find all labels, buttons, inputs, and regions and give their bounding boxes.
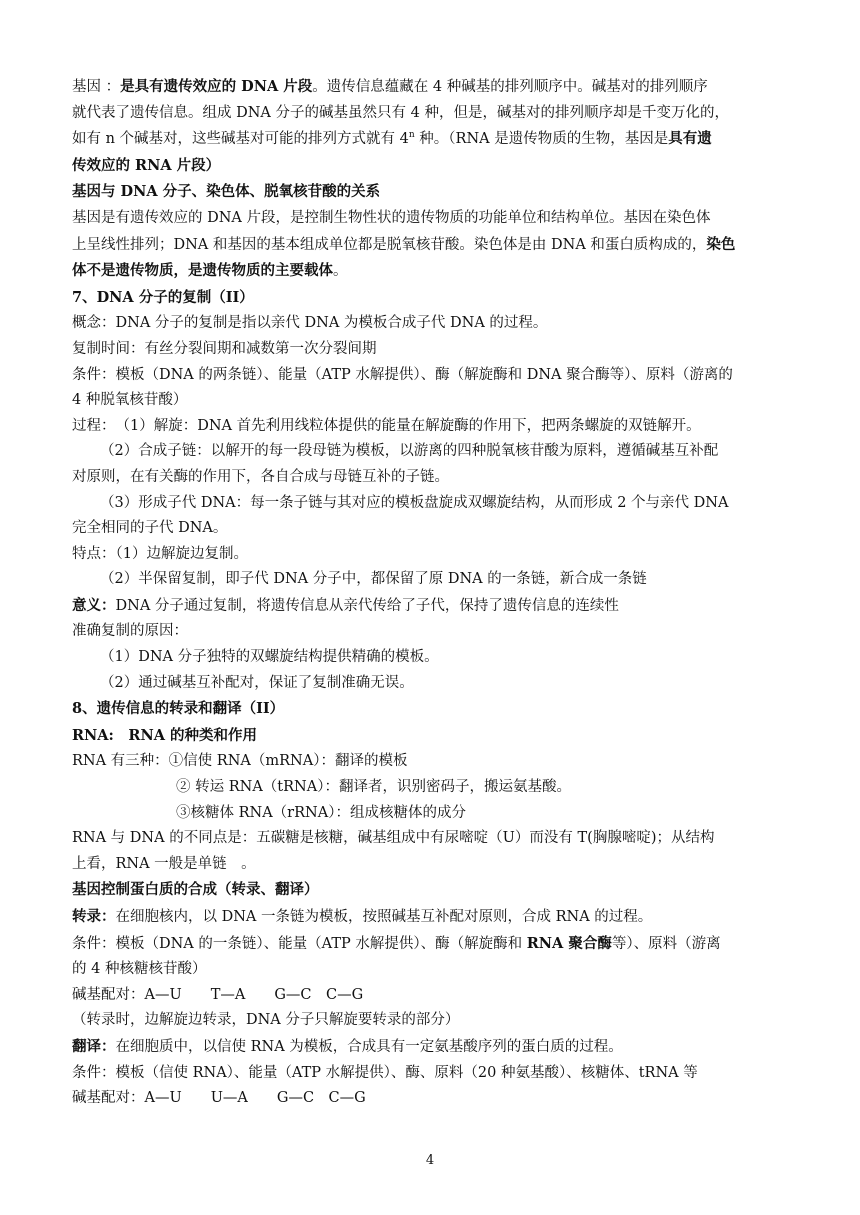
text-line — [72, 723, 792, 750]
text-line — [72, 567, 792, 593]
text-segment: 意义： — [72, 596, 116, 614]
text-line — [72, 74, 792, 101]
text-segment: 碱基配对：A—U U—A G—C C—G — [72, 1090, 366, 1107]
text-line — [72, 931, 792, 958]
text-segment: 条件：模板（DNA 的两条链）、能量（ATP 水解提供）、酶（解旋酶和 DNA 聚合酶等）、原料（游离的 — [72, 366, 733, 383]
text-line — [72, 414, 792, 440]
text-line — [72, 904, 792, 931]
text-line — [72, 1034, 792, 1061]
text-line — [72, 852, 792, 878]
text-segment: 8、遗传信息的转录和翻译（II） — [72, 700, 285, 718]
text-line — [72, 516, 792, 542]
text-line — [72, 285, 792, 312]
text-segment: 概念：DNA 分子的复制是指以亲代 DNA 为模板合成子代 DNA 的过程。 — [72, 315, 548, 332]
text-line — [72, 877, 792, 904]
text-line — [72, 439, 792, 465]
text-segment: 。 — [333, 263, 348, 280]
text-segment: 复制时间：有丝分裂间期和减数第一次分裂间期 — [72, 340, 377, 357]
text-line — [72, 126, 792, 153]
text-segment: 对原则，在有关酶的作用下，各自合成与母链互补的子链。 — [72, 468, 449, 485]
text-segment: （2）半保留复制，即子代 DNA 分子中，都保留了原 DNA 的一条链，新合成一条链 — [100, 571, 647, 588]
text-segment: 条件：模板（信使 RNA）、能量（ATP 水解提供）、酶、原料（20 种氨基酸）、核糖体、tRNA 等 — [72, 1064, 698, 1081]
text-segment: DNA 分子通过复制，将遗传信息从亲代传给了子代，保持了遗传信息的连续性 — [115, 597, 619, 614]
document-body — [72, 74, 792, 1112]
text-segment: 等）、原料（游离 — [611, 935, 721, 952]
text-line — [72, 619, 792, 645]
text-segment: 转录： — [72, 908, 116, 925]
text-segment: （2）通过碱基互补配对，保证了复制准确无误。 — [100, 674, 414, 691]
text-segment: 条件：模板（DNA 的一条链）、能量（ATP 水解提供）、酶（解旋酶和 — [72, 935, 527, 952]
text-segment: 在细胞质中，以信使 RNA 为模板，合成具有一定氨基酸序列的蛋白质的过程。 — [115, 1038, 623, 1055]
text-segment: 翻译： — [72, 1037, 116, 1055]
text-segment: 基因与 DNA 分子、染色体、脱氧核苷酸的关系 — [72, 183, 381, 201]
text-segment: 过程： （1）解旋：DNA 首先利用线粒体提供的能量在解旋酶的作用下，把两条螺旋的双链解开。 — [72, 417, 701, 434]
text-segment: 基因控制蛋白质的合成（转录、翻译） — [72, 881, 319, 899]
superscript: n — [408, 130, 415, 141]
text-segment: （3）形成子代 DNA：每一条子链与其对应的模板盘旋成双螺旋结构，从而形成 2 个与亲代 DNA — [100, 494, 729, 511]
text-segment: 完全相同的子代 DNA。 — [72, 520, 228, 537]
text-segment: 如有 n 个碱基对，这些碱基对可能的排列方式就有 4 — [72, 131, 409, 148]
text-line — [72, 258, 792, 285]
text-line — [72, 1086, 792, 1112]
text-segment: 就代表了遗传信息。组成 DNA 分子的碱基虽然只有 4 种，但是，碱基对的排列顺序却是千变万化的， — [72, 104, 729, 121]
text-segment: 基因是有遗传效应的 DNA 片段，是控制生物性状的遗传物质的功能单位和结构单位。基因在染色体 — [72, 209, 711, 226]
text-segment: 上看，RNA 一般是单链 。 — [72, 855, 256, 872]
text-line — [72, 206, 792, 232]
text-segment: 碱基配对：A—U T—A G—C C—G — [72, 986, 364, 1003]
text-segment: （1）DNA 分子独特的双螺旋结构提供精确的模板。 — [100, 649, 439, 666]
text-line — [72, 1061, 792, 1087]
text-segment: （2）合成子链：以解开的每一段母链为模板，以游离的四种脱氧核苷酸为原料，遵循碱基互补配 — [100, 443, 719, 460]
text-segment: 4 种脱氧核苷酸） — [72, 392, 188, 409]
page-number: 4 — [425, 1153, 435, 1168]
text-line — [72, 465, 792, 491]
text-line — [72, 749, 792, 775]
text-line — [72, 153, 792, 180]
text-line — [72, 826, 792, 852]
text-segment: 是具有遗传效应的 DNA 片段 — [120, 78, 313, 95]
text-line — [72, 593, 792, 620]
text-line — [72, 1008, 792, 1034]
text-segment: 种。（RNA 是遗传物质的生物，基因是 — [414, 131, 669, 148]
text-segment: 。遗传信息蕴藏在 4 种碱基的排列顺序中。碱基对的排列顺序 — [312, 79, 708, 95]
text-segment: ③核糖体 RNA（rRNA）：组成核糖体的成分 — [176, 804, 466, 821]
text-line — [72, 337, 792, 363]
text-line — [72, 696, 792, 723]
text-line — [72, 775, 792, 801]
text-line — [72, 671, 792, 697]
text-line — [72, 542, 792, 568]
text-line — [72, 232, 792, 259]
text-segment: 7、DNA 分子的复制（II） — [72, 288, 254, 306]
text-segment: 具有遗 — [668, 130, 712, 148]
text-line — [72, 801, 792, 827]
text-segment: 的 4 种核糖核苷酸） — [72, 961, 207, 978]
text-line — [72, 311, 792, 337]
text-segment: 上呈线性排列；DNA 和基因的基本组成单位都是脱氧核苷酸。染色体是由 DNA 和蛋白质构成的， — [72, 236, 707, 253]
text-segment: 特点：（1）边解旋边复制。 — [72, 545, 248, 562]
text-segment: 准确复制的原因： — [72, 623, 188, 640]
text-line — [72, 983, 792, 1009]
text-segment: RNA: RNA 的种类和作用 — [72, 726, 258, 744]
text-segment: 染色 — [706, 235, 736, 253]
text-line — [72, 491, 792, 517]
text-segment: 基因 ： — [72, 79, 121, 95]
text-segment: 体不是遗传物质，是遗传物质的主要载体 — [72, 262, 333, 280]
text-segment: 在细胞核内，以 DNA 一条链为模板，按照碱基互补配对原则，合成 RNA 的过程。 — [115, 909, 653, 925]
text-segment: RNA 与 DNA 的不同点是：五碳糖是核糖，碱基组成中有尿嘧啶（U）而没有 T(胸腺嘧啶)；从结构 — [72, 830, 715, 847]
text-segment: （转录时，边解旋边转录，DNA 分子只解旋要转录的部分） — [72, 1012, 460, 1029]
text-line — [72, 957, 792, 983]
text-line — [72, 179, 792, 206]
text-line — [72, 388, 792, 414]
text-segment: ② 转运 RNA（tRNA）：翻译者，识别密码子，搬运氨基酸。 — [176, 779, 571, 796]
text-line — [72, 363, 792, 389]
text-line — [72, 645, 792, 671]
text-segment: RNA 有三种：①信使 RNA（mRNA）：翻译的模板 — [72, 753, 408, 770]
text-segment: RNA 聚合酶 — [526, 934, 612, 952]
text-segment: 传效应的 RNA 片段） — [72, 156, 221, 174]
text-line — [72, 101, 792, 127]
